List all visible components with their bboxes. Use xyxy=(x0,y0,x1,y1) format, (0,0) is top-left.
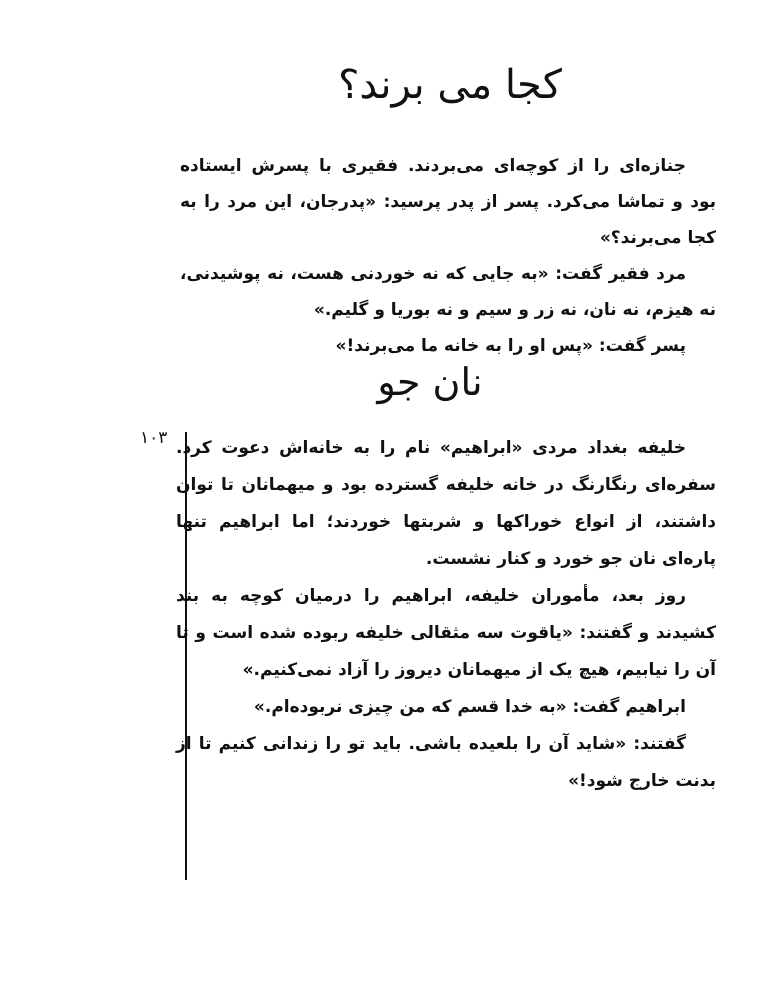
story-paragraph: روز بعد، مأموران خلیفه، ابراهیم را درمیان کوچه به بند کشیدند و گفتند: «یاقوت سه مثقالی خلیفه ربوده شده است و تا آن را نیابیم، هیچ یک از میهمانان دیروز را آزاد نمی‌کنیم.» xyxy=(176,586,716,680)
story-title-kojami-barand: کجا می برند؟ xyxy=(338,62,562,108)
story-paragraph: مرد فقیر گفت: «به جایی که نه خوردنی هست، نه پوشیدنی، نه هیزم، نه نان، نه زر و سیم و نه بوریا و گلیم.» xyxy=(180,264,716,320)
story-body-nan-jo xyxy=(176,430,716,800)
story-paragraph: گفتند: «شاید آن را بلعیده باشی. باید تو را زندانی کنیم تا از بدنت خارج شود!» xyxy=(176,734,716,791)
story-title-nan-jo: نان جو xyxy=(377,360,483,404)
story-paragraph: جنازه‌ای را از کوچه‌ای می‌بردند. فقیری با پسرش ایستاده بود و تماشا می‌کرد. پسر از پدر پرسید: «پدرجان، این مرد را به کجا می‌برند؟» xyxy=(180,156,716,248)
story-paragraph: خلیفه بغداد مردی «ابراهیم» نام را به خانه‌اش دعوت کرد. سفره‌ای رنگارنگ در خانه خلیفه گسترده بود و میهمانان تا توان داشتند، از انواع خوراکها و شربتها خوردند؛ اما ابراهیم تنها پاره‌ای نان جو خورد و کنار نشست. xyxy=(176,438,716,569)
story-body-kojami-barand xyxy=(180,148,716,364)
story-paragraph: پسر گفت: «پس او را به خانه ما می‌برند!» xyxy=(335,336,686,356)
page-number: ۱۰۳ xyxy=(140,428,168,448)
story-paragraph: ابراهیم گفت: «به خدا قسم که من چیزی نربوده‌ام.» xyxy=(253,697,686,717)
